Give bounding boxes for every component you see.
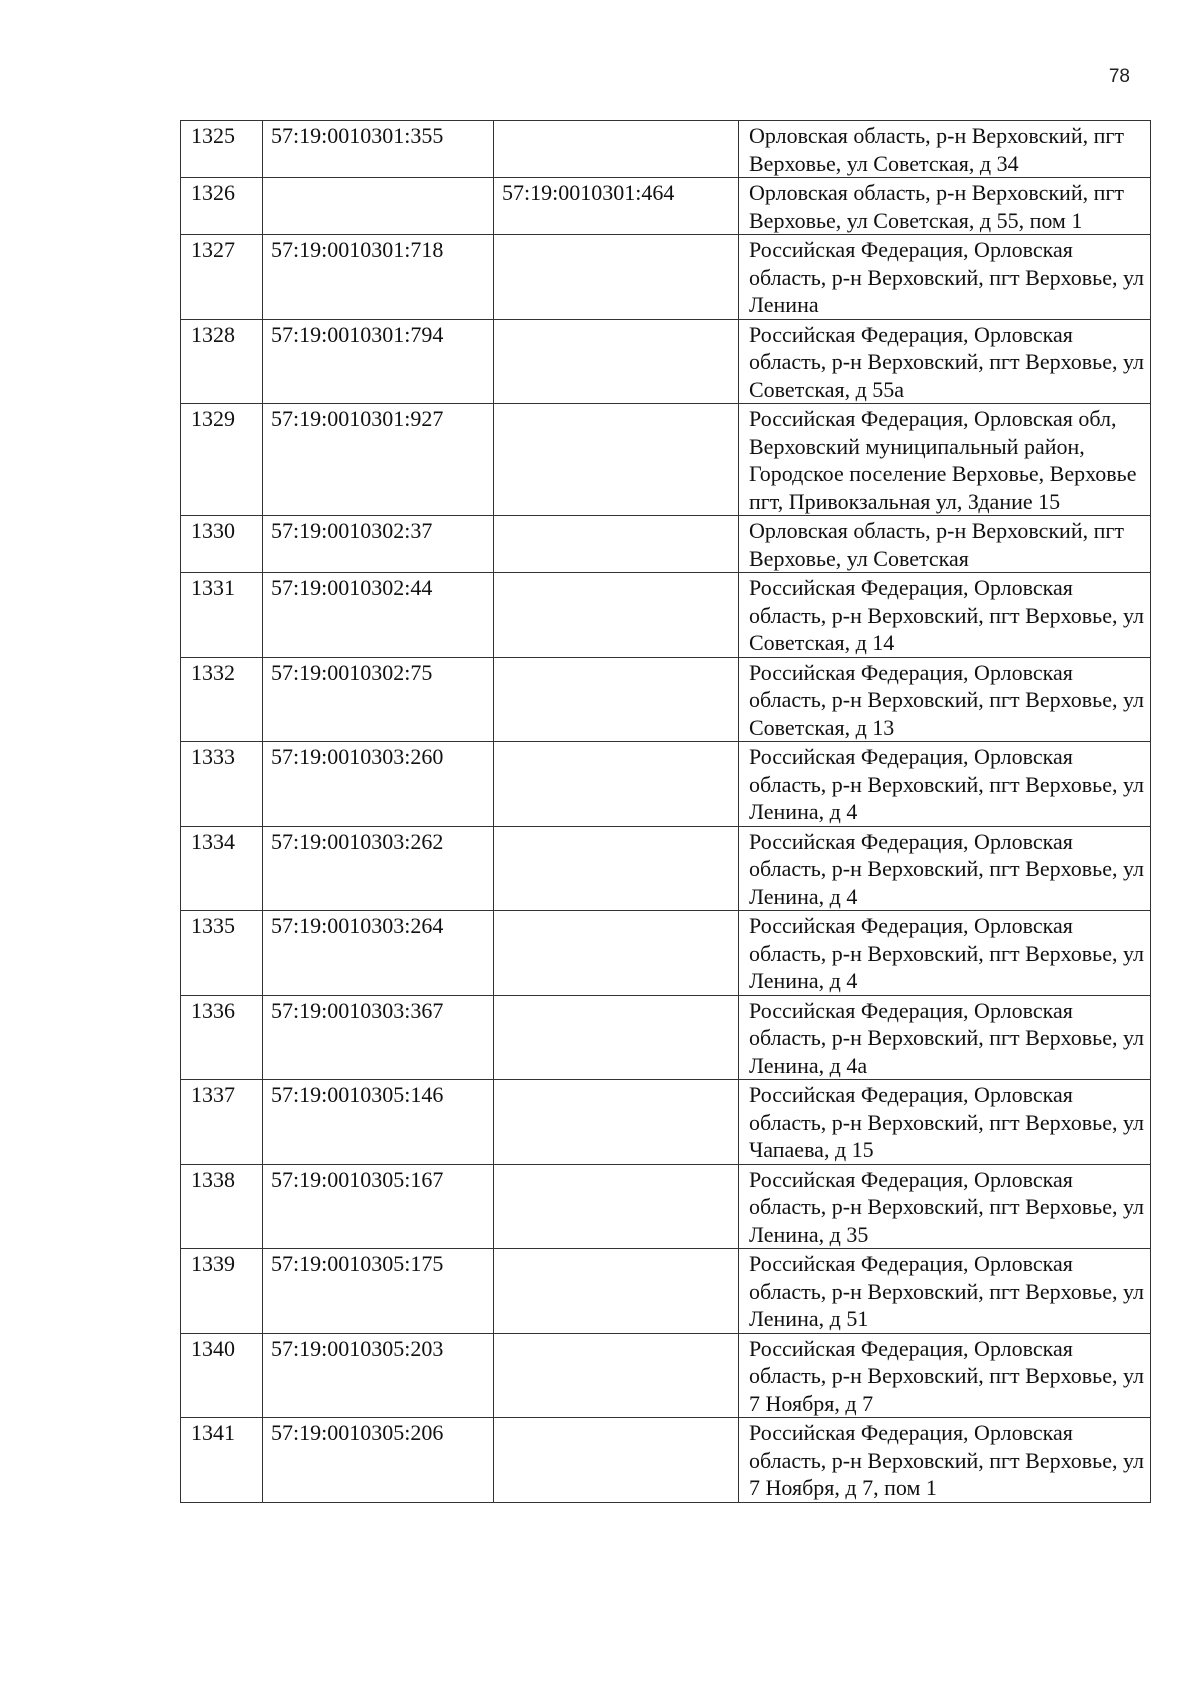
related-cadastral-number-cell: [494, 235, 739, 320]
table-row: [181, 911, 1151, 996]
cadastral-number-cell: 57:19:0010303:262: [263, 826, 494, 911]
row-number-cell: 1332: [181, 657, 263, 742]
cadastral-number-cell: 57:19:0010305:167: [263, 1164, 494, 1249]
row-number-cell: 1339: [181, 1249, 263, 1334]
address-cell: Российская Федерация, Орловская область, р-н Верховский, пгт Верховье, ул Ленина: [739, 235, 1151, 320]
address-cell: Российская Федерация, Орловская область, р-н Верховский, пгт Верховье, ул Советская, д 13: [739, 657, 1151, 742]
table-row: [181, 657, 1151, 742]
cadastral-number-cell: 57:19:0010302:37: [263, 516, 494, 573]
table-row: [181, 1249, 1151, 1334]
table-row: [181, 121, 1151, 178]
cadastral-number-cell: 57:19:0010305:203: [263, 1333, 494, 1418]
cadastral-number-cell: 57:19:0010301:355: [263, 121, 494, 178]
cadastral-number-cell: 57:19:0010305:146: [263, 1080, 494, 1165]
address-cell: Российская Федерация, Орловская область, р-н Верховский, пгт Верховье, ул Ленина, д 4а: [739, 995, 1151, 1080]
row-number-cell: 1331: [181, 573, 263, 658]
table-row: [181, 1418, 1151, 1503]
row-number-cell: 1326: [181, 178, 263, 235]
row-number-cell: 1335: [181, 911, 263, 996]
table-row: [181, 1164, 1151, 1249]
row-number-cell: 1338: [181, 1164, 263, 1249]
address-cell: Российская Федерация, Орловская область, р-н Верховский, пгт Верховье, ул Ленина, д 4: [739, 911, 1151, 996]
address-cell: Российская Федерация, Орловская область, р-н Верховский, пгт Верховье, ул Ленина, д 51: [739, 1249, 1151, 1334]
row-number-cell: 1329: [181, 404, 263, 516]
cadastral-number-cell: 57:19:0010301:927: [263, 404, 494, 516]
cadastral-number-cell: 57:19:0010301:794: [263, 319, 494, 404]
cadastral-number-cell: 57:19:0010301:718: [263, 235, 494, 320]
table-row: [181, 1333, 1151, 1418]
address-cell: Российская Федерация, Орловская обл, Верховский муниципальный район, Городское поселение Верховье, Верховье пгт, Привокзальная ул, Здание 15: [739, 404, 1151, 516]
related-cadastral-number-cell: [494, 826, 739, 911]
cadastral-number-cell: 57:19:0010302:75: [263, 657, 494, 742]
address-cell: Российская Федерация, Орловская область, р-н Верховский, пгт Верховье, ул Ленина, д 4: [739, 826, 1151, 911]
row-number-cell: 1340: [181, 1333, 263, 1418]
table-row: [181, 319, 1151, 404]
row-number-cell: 1325: [181, 121, 263, 178]
cadastral-number-cell: 57:19:0010305:175: [263, 1249, 494, 1334]
address-cell: Российская Федерация, Орловская область, р-н Верховский, пгт Верховье, ул Советская, д 55а: [739, 319, 1151, 404]
related-cadastral-number-cell: [494, 404, 739, 516]
address-cell: Российская Федерация, Орловская область, р-н Верховский, пгт Верховье, ул Ленина, д 4: [739, 742, 1151, 827]
cadastral-number-cell: 57:19:0010305:206: [263, 1418, 494, 1503]
address-cell: Российская Федерация, Орловская область, р-н Верховский, пгт Верховье, ул 7 Ноября, д 7, пом 1: [739, 1418, 1151, 1503]
page-number: 78: [1108, 66, 1130, 87]
property-registry-table: [180, 120, 1151, 1503]
related-cadastral-number-cell: [494, 1418, 739, 1503]
table-row: [181, 516, 1151, 573]
related-cadastral-number-cell: 57:19:0010301:464: [494, 178, 739, 235]
row-number-cell: 1341: [181, 1418, 263, 1503]
table-row: [181, 995, 1151, 1080]
address-cell: Орловская область, р-н Верховский, пгт Верховье, ул Советская: [739, 516, 1151, 573]
related-cadastral-number-cell: [494, 121, 739, 178]
cadastral-number-cell: [263, 178, 494, 235]
table-row: [181, 573, 1151, 658]
address-cell: Орловская область, р-н Верховский, пгт Верховье, ул Советская, д 34: [739, 121, 1151, 178]
related-cadastral-number-cell: [494, 573, 739, 658]
related-cadastral-number-cell: [494, 1080, 739, 1165]
table-row: [181, 404, 1151, 516]
table-row: [181, 178, 1151, 235]
registry-table-body: [181, 121, 1151, 1503]
row-number-cell: 1336: [181, 995, 263, 1080]
table-row: [181, 742, 1151, 827]
cadastral-number-cell: 57:19:0010303:367: [263, 995, 494, 1080]
address-cell: Российская Федерация, Орловская область, р-н Верховский, пгт Верховье, ул Ленина, д 35: [739, 1164, 1151, 1249]
table-row: [181, 1080, 1151, 1165]
cadastral-number-cell: 57:19:0010303:264: [263, 911, 494, 996]
address-cell: Российская Федерация, Орловская область, р-н Верховский, пгт Верховье, ул Чапаева, д 15: [739, 1080, 1151, 1165]
row-number-cell: 1334: [181, 826, 263, 911]
related-cadastral-number-cell: [494, 995, 739, 1080]
table-row: [181, 235, 1151, 320]
row-number-cell: 1337: [181, 1080, 263, 1165]
row-number-cell: 1328: [181, 319, 263, 404]
cadastral-number-cell: 57:19:0010302:44: [263, 573, 494, 658]
related-cadastral-number-cell: [494, 1249, 739, 1334]
row-number-cell: 1330: [181, 516, 263, 573]
table-row: [181, 826, 1151, 911]
address-cell: Российская Федерация, Орловская область, р-н Верховский, пгт Верховье, ул Советская, д 14: [739, 573, 1151, 658]
row-number-cell: 1333: [181, 742, 263, 827]
related-cadastral-number-cell: [494, 911, 739, 996]
related-cadastral-number-cell: [494, 319, 739, 404]
related-cadastral-number-cell: [494, 516, 739, 573]
related-cadastral-number-cell: [494, 742, 739, 827]
related-cadastral-number-cell: [494, 1333, 739, 1418]
address-cell: Российская Федерация, Орловская область, р-н Верховский, пгт Верховье, ул 7 Ноября, д 7: [739, 1333, 1151, 1418]
address-cell: Орловская область, р-н Верховский, пгт Верховье, ул Советская, д 55, пом 1: [739, 178, 1151, 235]
related-cadastral-number-cell: [494, 1164, 739, 1249]
cadastral-number-cell: 57:19:0010303:260: [263, 742, 494, 827]
related-cadastral-number-cell: [494, 657, 739, 742]
row-number-cell: 1327: [181, 235, 263, 320]
